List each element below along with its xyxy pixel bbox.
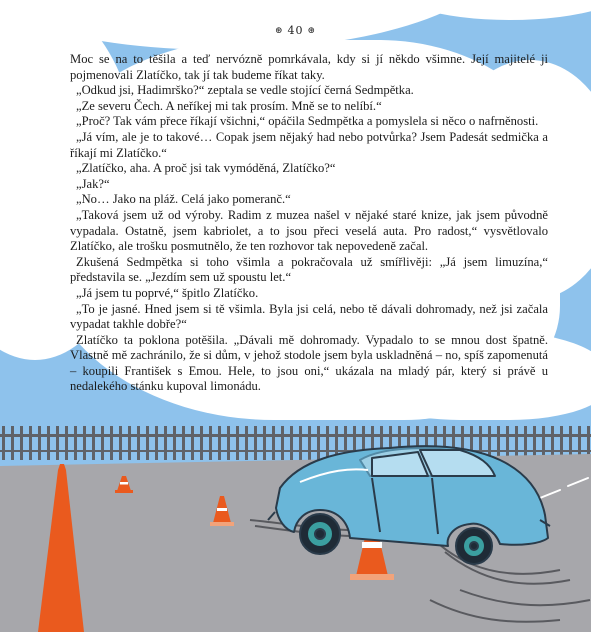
fence-post xyxy=(101,426,104,460)
fence-post xyxy=(299,426,302,460)
fence-post xyxy=(110,426,113,460)
fence-post xyxy=(533,426,536,460)
paragraph: Moc se na to těšila a teď nervózně pomrkávala, kdy si jí někdo všimne. Její majitelé ji pojmenovali Zlatíčko, tak jí tak budeme říkat taky. xyxy=(70,52,548,82)
ornament-icon: ⊛ xyxy=(307,26,317,36)
fence-post xyxy=(182,426,185,460)
paragraph: „To je jasné. Hned jsem si tě všimla. Byla jsi celá, nebo tě dávali dohromady, než jsi začala vypadat takhle dobře?“ xyxy=(70,301,548,332)
fence-post xyxy=(119,426,122,460)
fence-post xyxy=(245,426,248,460)
paragraph: Zkušená Sedmpětka si toho všimla a pokračovala už smířlivěji: „Já jsem limuzína,“ představila se. „Jezdím sem už spoustu let.“ xyxy=(70,254,548,285)
paragraph: „Odkud jsi, Hadimrško?“ zeptala se vedle stojící černá Sedmpětka. xyxy=(76,83,414,98)
fence-post xyxy=(56,426,59,460)
paragraph: „Já jsem tu poprvé,“ špitlo Zlatíčko. xyxy=(76,285,259,300)
fence-post xyxy=(290,426,293,460)
page-header xyxy=(0,24,591,37)
fence-post xyxy=(137,426,140,460)
paragraph: „Proč? Tak vám přece říkají všichni,“ opáčila Sedmpětka a pomyslela si něco o nafrněnosti. xyxy=(76,114,539,129)
fence-post xyxy=(191,426,194,460)
fence-post xyxy=(263,426,266,460)
road-illustration xyxy=(0,420,591,632)
fence-post xyxy=(254,426,257,460)
paragraph: Zlatíčko ta poklona potěšila. „Dávali mě dohromady. Vypadalo to se mnou dost špatně. Vlastně mě zachránilo, že si dům, v jehož stodole jsem byla uskladněná – no, spíš zapomenutá – koupili František s Emou. Hele, to jsou oni,“ ukázala na mladý pár, který si právě u nedalekého stánku kupoval limonádu. xyxy=(70,332,548,394)
fence-post xyxy=(236,426,239,460)
fence-post xyxy=(38,426,41,460)
fence-post xyxy=(11,426,14,460)
fence-post xyxy=(173,426,176,460)
fence-post xyxy=(20,426,23,460)
fence-post xyxy=(83,426,86,460)
fence-post xyxy=(164,426,167,460)
paragraph: „Jak?“ xyxy=(76,176,110,191)
paragraph: „No… Jako na pláž. Celá jako pomeranč.“ xyxy=(76,192,291,207)
fence-post xyxy=(326,426,329,460)
fence-post xyxy=(281,426,284,460)
fence-post xyxy=(497,426,500,460)
fence-post xyxy=(92,426,95,460)
paragraph: „Taková jsem už od výroby. Radim z muzea našel v nějaké staré knize, jak jsem původně vypadala. Ostatně, jsem kabriolet, a to jsou přeci veselá auta. Pro radost,“ vysvětlovalo Zlatíčko, ale trošku posmutnělo, že ten rozhovor tak nepovedeně začal. xyxy=(70,207,548,254)
page-number: 40 xyxy=(287,24,304,37)
fence-post xyxy=(317,426,320,460)
fence-post xyxy=(524,426,527,460)
fence-post xyxy=(29,426,32,460)
paragraph: „Já vím, ale je to takové… Copak jsem nějaký had nebo potvůrka? Jsem Padesát sedmička a říkají mi Zlatíčko.“ xyxy=(70,129,548,160)
fence-post xyxy=(506,426,509,460)
fence-post xyxy=(2,426,5,460)
fence-post xyxy=(308,426,311,460)
fence-post xyxy=(47,426,50,460)
fence-post xyxy=(146,426,149,460)
fence-post xyxy=(515,426,518,460)
fence-post xyxy=(218,426,221,460)
fence-post xyxy=(155,426,158,460)
fence-post xyxy=(272,426,275,460)
fence-post xyxy=(227,426,230,460)
paragraph: „Zlatíčko, aha. A proč jsi tak vymóděná, Zlatíčko?“ xyxy=(76,161,336,176)
fence-post xyxy=(65,426,68,460)
story-text xyxy=(70,52,548,395)
fence-post xyxy=(209,426,212,460)
fence-post xyxy=(200,426,203,460)
fence-post xyxy=(74,426,77,460)
fence-post xyxy=(542,426,545,460)
ornament-icon: ⊛ xyxy=(274,26,284,36)
fence-post xyxy=(128,426,131,460)
paragraph: „Ze severu Čech. A neříkej mi tak prosím. Mně se to nelíbí.“ xyxy=(76,98,382,113)
